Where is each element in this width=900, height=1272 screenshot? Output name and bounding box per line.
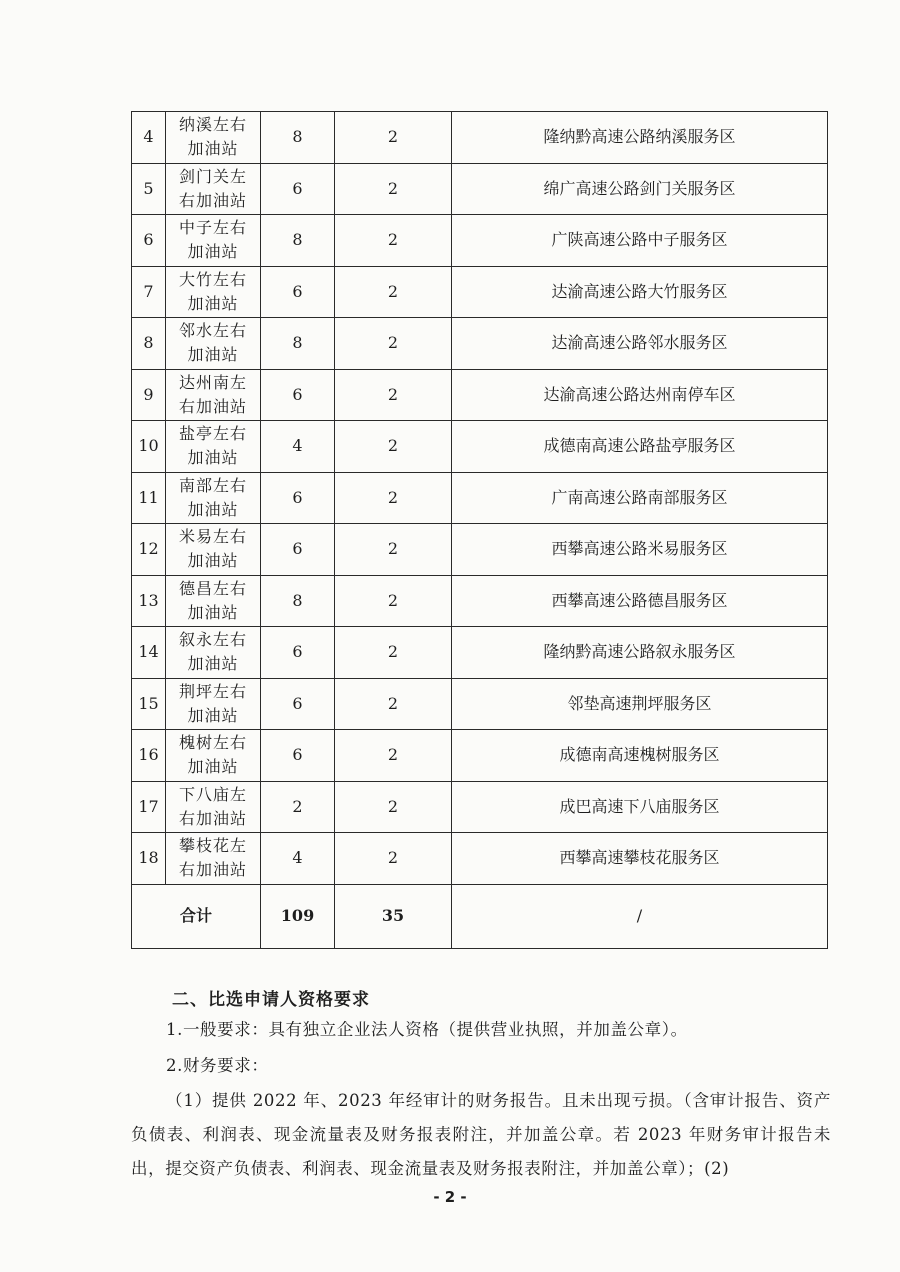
station-name-line2: 加油站 [187, 345, 239, 365]
section-heading: 二、比选申请人资格要求 [172, 990, 370, 1010]
row-index: 14 [132, 627, 166, 679]
row-index: 18 [132, 833, 166, 885]
pump-count: 2 [335, 163, 452, 215]
pump-count: 2 [335, 266, 452, 318]
table-row [132, 266, 828, 318]
station-name [166, 318, 261, 370]
station-name-line1: 下八庙左 [178, 784, 247, 804]
station-name-line1: 叙永左右 [178, 630, 247, 650]
row-index: 11 [132, 472, 166, 524]
row-index: 12 [132, 524, 166, 576]
gun-count: 8 [261, 112, 335, 164]
financial-requirement-detail: （1）提供 2022 年、2023 年经审计的财务报告。且未出现亏损。（含审计报告、资产负债表、利润表、现金流量表及财务报表附注，并加盖公章。若 2023 年财务审计报告未出，提交资产负债表、利润表、现金流量表及财务报表附注，并加盖公章）；(2) [131, 1091, 831, 1178]
station-name-line2: 加油站 [187, 242, 239, 262]
gun-count: 8 [261, 318, 335, 370]
gun-count: 4 [261, 833, 335, 885]
total-row [132, 884, 828, 948]
pump-count: 2 [335, 730, 452, 782]
table-row [132, 112, 828, 164]
service-area: 隆纳黔高速公路叙永服务区 [452, 627, 828, 679]
row-index: 7 [132, 266, 166, 318]
total-pumps: 35 [335, 884, 452, 948]
row-index: 10 [132, 421, 166, 473]
pump-count: 2 [335, 833, 452, 885]
row-index: 13 [132, 575, 166, 627]
station-name [166, 112, 261, 164]
table-row [132, 833, 828, 885]
table-row [132, 318, 828, 370]
station-name-line1: 达州南左 [178, 372, 247, 392]
station-name-line1: 德昌左右 [178, 578, 247, 598]
gun-count: 6 [261, 730, 335, 782]
gun-count: 6 [261, 678, 335, 730]
station-name-line1: 荆坪左右 [178, 681, 247, 701]
station-name [166, 781, 261, 833]
table-row [132, 421, 828, 473]
total-area: / [452, 884, 828, 948]
station-name [166, 730, 261, 782]
service-area: 达渝高速公路达州南停车区 [452, 369, 828, 421]
table-row [132, 781, 828, 833]
table-row [132, 215, 828, 267]
financial-requirement-title: 2.财务要求： [166, 1056, 269, 1075]
gun-count: 6 [261, 163, 335, 215]
station-name [166, 421, 261, 473]
pump-count: 2 [335, 472, 452, 524]
station-name-line1: 中子左右 [178, 218, 247, 238]
station-name-line2: 加油站 [187, 499, 239, 519]
row-index: 15 [132, 678, 166, 730]
gun-count: 6 [261, 524, 335, 576]
pump-count: 2 [335, 575, 452, 627]
pump-count: 2 [335, 781, 452, 833]
row-index: 8 [132, 318, 166, 370]
table-row [132, 524, 828, 576]
table-row [132, 163, 828, 215]
station-name [166, 215, 261, 267]
pump-count: 2 [335, 421, 452, 473]
general-requirement: 1.一般要求：具有独立企业法人资格（提供营业执照，并加盖公章）。 [166, 1020, 688, 1039]
station-name-line2: 加油站 [187, 602, 239, 622]
gas-station-table [131, 111, 828, 949]
row-index: 4 [132, 112, 166, 164]
service-area: 广陕高速公路中子服务区 [452, 215, 828, 267]
pump-count: 2 [335, 369, 452, 421]
pump-count: 2 [335, 215, 452, 267]
pump-count: 2 [335, 524, 452, 576]
table-row [132, 575, 828, 627]
row-index: 9 [132, 369, 166, 421]
table-row [132, 678, 828, 730]
service-area: 成巴高速下八庙服务区 [452, 781, 828, 833]
station-name [166, 266, 261, 318]
station-name-line2: 加油站 [187, 293, 239, 313]
station-name-line1: 邻水左右 [178, 321, 247, 341]
station-name-line2: 加油站 [187, 551, 239, 571]
table-row [132, 369, 828, 421]
service-area: 绵广高速公路剑门关服务区 [452, 163, 828, 215]
station-name-line2: 右加油站 [178, 808, 247, 828]
table-row [132, 730, 828, 782]
service-area: 邻垫高速荆坪服务区 [452, 678, 828, 730]
total-label: 合计 [132, 884, 261, 948]
row-index: 6 [132, 215, 166, 267]
gun-count: 8 [261, 575, 335, 627]
station-name-line1: 盐亭左右 [178, 424, 247, 444]
service-area: 西攀高速公路德昌服务区 [452, 575, 828, 627]
service-area: 成德南高速公路盐亭服务区 [452, 421, 828, 473]
station-name-line2: 加油站 [187, 139, 239, 159]
station-name [166, 627, 261, 679]
station-name [166, 678, 261, 730]
gun-count: 8 [261, 215, 335, 267]
page-number: - 2 - [433, 1188, 467, 1206]
gun-count: 6 [261, 627, 335, 679]
service-area: 广南高速公路南部服务区 [452, 472, 828, 524]
station-name-line1: 剑门关左 [178, 166, 247, 186]
gun-count: 6 [261, 472, 335, 524]
total-guns: 109 [261, 884, 335, 948]
station-name-line2: 加油站 [187, 654, 239, 674]
station-name-line1: 大竹左右 [178, 269, 247, 289]
station-name-line2: 右加油站 [178, 190, 247, 210]
service-area: 西攀高速公路米易服务区 [452, 524, 828, 576]
station-name-line2: 加油站 [187, 448, 239, 468]
table-row [132, 627, 828, 679]
station-name-line2: 加油站 [187, 705, 239, 725]
table-row [132, 472, 828, 524]
station-name [166, 833, 261, 885]
gun-count: 4 [261, 421, 335, 473]
gun-count: 6 [261, 369, 335, 421]
row-index: 17 [132, 781, 166, 833]
station-name-line2: 加油站 [187, 757, 239, 777]
station-name [166, 575, 261, 627]
station-name [166, 163, 261, 215]
table-body [132, 112, 828, 949]
station-name-line1: 纳溪左右 [178, 115, 247, 135]
row-index: 5 [132, 163, 166, 215]
service-area: 达渝高速公路邻水服务区 [452, 318, 828, 370]
gun-count: 2 [261, 781, 335, 833]
station-name-line1: 南部左右 [178, 475, 247, 495]
station-name-line2: 右加油站 [178, 860, 247, 880]
gun-count: 6 [261, 266, 335, 318]
row-index: 16 [132, 730, 166, 782]
station-name [166, 369, 261, 421]
station-name-line2: 右加油站 [178, 396, 247, 416]
pump-count: 2 [335, 318, 452, 370]
service-area: 达渝高速公路大竹服务区 [452, 266, 828, 318]
pump-count: 2 [335, 627, 452, 679]
service-area: 隆纳黔高速公路纳溪服务区 [452, 112, 828, 164]
station-name [166, 472, 261, 524]
service-area: 成德南高速槐树服务区 [452, 730, 828, 782]
station-name-line1: 攀枝花左 [178, 836, 247, 856]
pump-count: 2 [335, 112, 452, 164]
station-name-line1: 槐树左右 [178, 733, 247, 753]
pump-count: 2 [335, 678, 452, 730]
station-name-line1: 米易左右 [178, 527, 247, 547]
station-name [166, 524, 261, 576]
service-area: 西攀高速攀枝花服务区 [452, 833, 828, 885]
